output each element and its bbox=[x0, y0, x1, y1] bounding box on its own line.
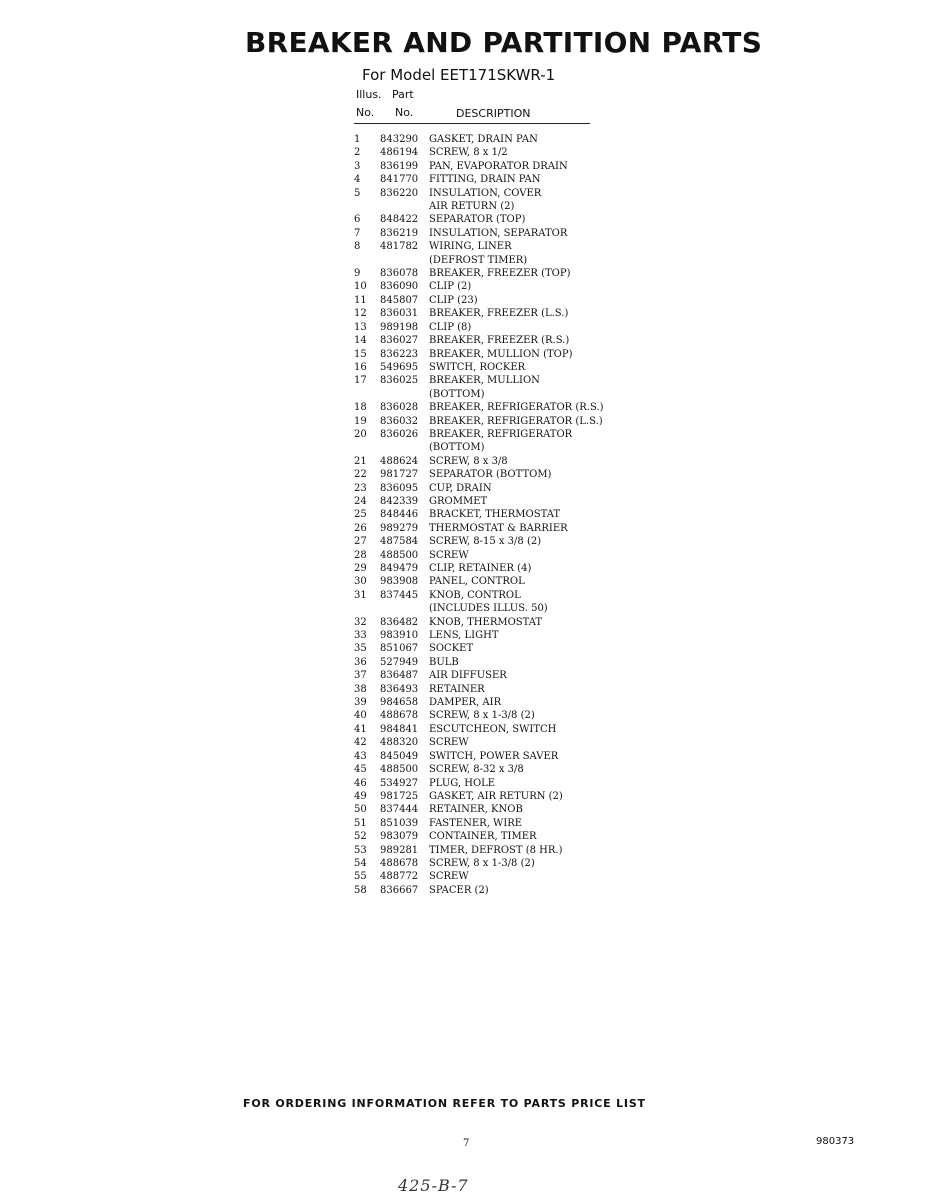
part-row bbox=[352, 482, 652, 495]
part-number: 836095 bbox=[380, 482, 419, 494]
part-row bbox=[352, 575, 652, 588]
part-row bbox=[352, 160, 652, 173]
illus-number: 6 bbox=[354, 214, 361, 226]
illus-number: 24 bbox=[354, 495, 367, 507]
part-number: 851039 bbox=[380, 817, 419, 829]
illus-number: 50 bbox=[354, 804, 367, 816]
part-row bbox=[352, 696, 652, 709]
part-description: WIRING, LINER bbox=[429, 241, 512, 253]
part-row bbox=[352, 334, 652, 347]
part-description: SCREW, 8 x 3/8 bbox=[429, 455, 508, 467]
part-row bbox=[352, 736, 652, 749]
part-row bbox=[352, 857, 652, 870]
parts-list bbox=[352, 133, 652, 897]
part-number: 836487 bbox=[380, 670, 419, 682]
part-description: BRACKET, THERMOSTAT bbox=[429, 509, 561, 521]
part-number: 842339 bbox=[380, 495, 419, 507]
illus-number: 35 bbox=[354, 643, 367, 655]
illus-number: 38 bbox=[354, 683, 367, 695]
part-number: 981727 bbox=[380, 469, 419, 481]
illus-number: 3 bbox=[354, 160, 361, 172]
part-number: 836667 bbox=[380, 884, 419, 896]
part-number: 851067 bbox=[380, 643, 419, 655]
part-number: 836220 bbox=[380, 187, 419, 199]
illus-number: 45 bbox=[354, 764, 367, 776]
part-description: CLIP (8) bbox=[429, 321, 472, 333]
part-row bbox=[352, 535, 652, 548]
part-number: 989279 bbox=[380, 522, 419, 534]
part-number: 527949 bbox=[380, 656, 419, 668]
part-row bbox=[352, 562, 652, 575]
part-description: TIMER, DEFROST (8 HR.) bbox=[429, 844, 563, 856]
part-description: PANEL, CONTROL bbox=[429, 576, 525, 588]
part-number: 836493 bbox=[380, 683, 419, 695]
illus-number: 16 bbox=[354, 361, 367, 373]
part-description: SCREW, 8 x 1-3/8 (2) bbox=[429, 710, 535, 722]
header-illus: Illus. bbox=[356, 88, 382, 101]
part-row bbox=[352, 415, 652, 428]
part-description: SCREW, 8-15 x 3/8 (2) bbox=[429, 536, 542, 548]
part-row bbox=[352, 656, 652, 669]
illus-number: 28 bbox=[354, 549, 367, 561]
illus-number: 32 bbox=[354, 616, 367, 628]
part-description: GASKET, AIR RETURN (2) bbox=[429, 790, 563, 802]
part-number: 989281 bbox=[380, 844, 419, 856]
part-row bbox=[352, 508, 652, 521]
part-row bbox=[352, 870, 652, 883]
part-description: FITTING, DRAIN PAN bbox=[429, 174, 541, 186]
header-part-no: No. bbox=[395, 106, 414, 119]
part-description: SCREW bbox=[429, 871, 469, 883]
part-number: 848422 bbox=[380, 214, 419, 226]
part-description: KNOB, CONTROL bbox=[429, 589, 521, 601]
part-description: RETAINER, KNOB bbox=[429, 804, 523, 816]
part-row bbox=[352, 280, 652, 293]
part-description: CLIP, RETAINER (4) bbox=[429, 563, 532, 574]
part-description: PAN, EVAPORATOR DRAIN bbox=[429, 160, 568, 172]
illus-number: 36 bbox=[354, 656, 367, 668]
part-row bbox=[352, 723, 652, 736]
illus-number: 8 bbox=[354, 241, 361, 253]
part-number bbox=[380, 388, 429, 401]
part-number: 845049 bbox=[380, 750, 419, 762]
part-number: 534927 bbox=[380, 777, 419, 789]
part-number: 549695 bbox=[380, 361, 419, 373]
model-subtitle: For Model EET171SKWR-1 bbox=[362, 66, 556, 84]
illus-number: 51 bbox=[354, 817, 367, 829]
part-number: 488678 bbox=[380, 710, 419, 722]
part-description: BREAKER, REFRIGERATOR bbox=[429, 428, 573, 440]
part-row bbox=[352, 616, 652, 629]
part-row bbox=[352, 683, 652, 696]
header-part: Part bbox=[392, 88, 414, 101]
part-description: SEPARATOR (BOTTOM) bbox=[429, 469, 552, 481]
illus-number: 23 bbox=[354, 482, 367, 494]
header-description: DESCRIPTION bbox=[456, 107, 531, 120]
part-description: (DEFROST TIMER) bbox=[429, 254, 528, 266]
part-description: BREAKER, MULLION bbox=[429, 375, 540, 387]
part-number: 481782 bbox=[380, 241, 419, 253]
illus-number: 5 bbox=[354, 187, 361, 199]
part-description: THERMOSTAT & BARRIER bbox=[429, 522, 568, 534]
part-number: 848446 bbox=[380, 509, 419, 521]
illus-number: 18 bbox=[354, 402, 367, 414]
ordering-footer: FOR ORDERING INFORMATION REFER TO PARTS PRICE LIST bbox=[243, 1097, 646, 1110]
part-row bbox=[352, 830, 652, 843]
part-description: SCREW, 8-32 x 3/8 bbox=[429, 764, 524, 776]
part-row bbox=[352, 468, 652, 481]
part-description: LENS, LIGHT bbox=[429, 630, 499, 642]
part-description: DAMPER, AIR bbox=[429, 697, 502, 709]
part-description: BULB bbox=[429, 656, 459, 668]
illus-number: 55 bbox=[354, 871, 367, 883]
part-number: 836026 bbox=[380, 428, 419, 440]
part-description: ESCUTCHEON, SWITCH bbox=[429, 723, 557, 735]
illus-number: 52 bbox=[354, 831, 367, 843]
part-description: SCREW bbox=[429, 549, 469, 561]
part-description: SCREW, 8 x 1/2 bbox=[429, 147, 508, 159]
part-number: 837444 bbox=[380, 804, 419, 816]
illus-number bbox=[352, 441, 380, 454]
illus-number bbox=[352, 602, 380, 615]
part-number: 843290 bbox=[380, 134, 419, 145]
illus-number: 27 bbox=[354, 536, 367, 548]
part-number: 488500 bbox=[380, 549, 419, 561]
part-number: 488624 bbox=[380, 455, 419, 467]
part-description: BREAKER, FREEZER (R.S.) bbox=[429, 335, 570, 347]
part-description: GROMMET bbox=[429, 495, 488, 507]
part-description: CLIP (2) bbox=[429, 281, 472, 293]
illus-number: 39 bbox=[354, 697, 367, 709]
illus-number: 43 bbox=[354, 750, 367, 762]
part-number: 836025 bbox=[380, 375, 419, 387]
page-title: BREAKER AND PARTITION PARTS bbox=[245, 26, 763, 59]
part-number: 836028 bbox=[380, 402, 419, 414]
part-row bbox=[352, 522, 652, 535]
part-description: INSULATION, COVER bbox=[429, 187, 542, 199]
part-row bbox=[352, 348, 652, 361]
part-number: 836223 bbox=[380, 348, 419, 360]
part-number: 836482 bbox=[380, 616, 419, 628]
illus-number bbox=[352, 200, 380, 213]
part-row bbox=[352, 401, 652, 414]
illus-number: 58 bbox=[354, 884, 367, 896]
part-row bbox=[352, 361, 652, 374]
illus-number: 9 bbox=[354, 268, 361, 280]
part-description: (BOTTOM) bbox=[429, 442, 485, 454]
part-row bbox=[352, 133, 652, 146]
part-description: GASKET, DRAIN PAN bbox=[429, 134, 538, 145]
handwritten-note: 425-B-7 bbox=[398, 1176, 469, 1195]
illus-number: 25 bbox=[354, 509, 367, 521]
part-row bbox=[352, 240, 652, 253]
illus-number bbox=[352, 388, 380, 401]
part-row bbox=[352, 549, 652, 562]
illus-number: 37 bbox=[354, 670, 367, 682]
illus-number: 53 bbox=[354, 844, 367, 856]
illus-number: 15 bbox=[354, 348, 367, 360]
illus-number: 10 bbox=[354, 281, 367, 293]
illus-number: 4 bbox=[354, 174, 361, 186]
illus-number: 33 bbox=[354, 630, 367, 642]
part-number: 836031 bbox=[380, 308, 419, 320]
part-number: 981725 bbox=[380, 790, 419, 802]
part-description: SPACER (2) bbox=[429, 884, 489, 896]
part-number bbox=[380, 254, 429, 267]
part-row bbox=[352, 803, 652, 816]
header-rule bbox=[354, 123, 590, 124]
part-row bbox=[352, 227, 652, 240]
part-number bbox=[380, 200, 429, 213]
part-row bbox=[352, 884, 652, 897]
part-row bbox=[352, 146, 652, 159]
part-number: 836090 bbox=[380, 281, 419, 293]
part-row bbox=[352, 187, 652, 200]
header-illus-no: No. bbox=[356, 106, 375, 119]
illus-number: 19 bbox=[354, 415, 367, 427]
part-row bbox=[352, 200, 652, 213]
part-number: 836032 bbox=[380, 415, 419, 427]
part-description: SCREW, 8 x 1-3/8 (2) bbox=[429, 857, 535, 869]
part-number: 488772 bbox=[380, 871, 419, 883]
part-number: 836199 bbox=[380, 160, 419, 172]
illus-number bbox=[352, 254, 380, 267]
part-description: SOCKET bbox=[429, 643, 474, 655]
part-description: CLIP (23) bbox=[429, 294, 478, 306]
part-description: CUP, DRAIN bbox=[429, 482, 492, 494]
part-description: BREAKER, FREEZER (TOP) bbox=[429, 268, 571, 280]
part-description: AIR DIFFUSER bbox=[429, 670, 507, 682]
illus-number: 2 bbox=[354, 147, 361, 159]
illus-number: 12 bbox=[354, 308, 367, 320]
part-row bbox=[352, 629, 652, 642]
part-row bbox=[352, 642, 652, 655]
part-number: 836078 bbox=[380, 268, 419, 280]
part-description: (INCLUDES ILLUS. 50) bbox=[429, 603, 548, 615]
part-description: BREAKER, FREEZER (L.S.) bbox=[429, 308, 569, 320]
illus-number: 54 bbox=[354, 857, 367, 869]
part-row bbox=[352, 777, 652, 790]
part-number: 836027 bbox=[380, 335, 419, 347]
part-number bbox=[380, 441, 429, 454]
part-number: 488678 bbox=[380, 857, 419, 869]
part-description: FASTENER, WIRE bbox=[429, 817, 523, 829]
part-number: 849479 bbox=[380, 563, 419, 574]
part-row bbox=[352, 750, 652, 763]
part-row bbox=[352, 307, 652, 320]
part-description: SWITCH, POWER SAVER bbox=[429, 750, 559, 762]
part-row bbox=[352, 669, 652, 682]
illus-number: 13 bbox=[354, 321, 367, 333]
part-description: KNOB, THERMOSTAT bbox=[429, 616, 543, 628]
part-description: RETAINER bbox=[429, 683, 485, 695]
part-number: 983908 bbox=[380, 576, 419, 588]
illus-number: 11 bbox=[354, 294, 367, 306]
illus-number: 29 bbox=[354, 563, 367, 574]
part-row bbox=[352, 374, 652, 387]
part-number: 488320 bbox=[380, 737, 419, 749]
illus-number: 40 bbox=[354, 710, 367, 722]
illus-number: 21 bbox=[354, 455, 367, 467]
illus-number: 30 bbox=[354, 576, 367, 588]
part-row bbox=[352, 441, 652, 454]
part-row bbox=[352, 790, 652, 803]
part-row bbox=[352, 455, 652, 468]
part-number: 983079 bbox=[380, 831, 419, 843]
illus-number: 17 bbox=[354, 375, 367, 387]
part-row bbox=[352, 173, 652, 186]
part-description: BREAKER, REFRIGERATOR (L.S.) bbox=[429, 415, 603, 427]
part-row bbox=[352, 817, 652, 830]
part-row bbox=[352, 254, 652, 267]
part-description: BREAKER, REFRIGERATOR (R.S.) bbox=[429, 402, 604, 414]
part-description: AIR RETURN (2) bbox=[429, 201, 515, 213]
part-row bbox=[352, 267, 652, 280]
illus-number: 42 bbox=[354, 737, 367, 749]
illus-number: 20 bbox=[354, 428, 367, 440]
illus-number: 41 bbox=[354, 723, 367, 735]
part-description: CONTAINER, TIMER bbox=[429, 831, 537, 843]
part-row bbox=[352, 844, 652, 857]
part-number: 983910 bbox=[380, 630, 419, 642]
part-number: 984658 bbox=[380, 697, 419, 709]
part-number: 837445 bbox=[380, 589, 419, 601]
part-row bbox=[352, 321, 652, 334]
page-number: 7 bbox=[463, 1138, 470, 1149]
illus-number: 26 bbox=[354, 522, 367, 534]
part-number: 841770 bbox=[380, 174, 419, 186]
part-row bbox=[352, 213, 652, 226]
part-description: (BOTTOM) bbox=[429, 388, 485, 400]
part-row bbox=[352, 602, 652, 615]
illus-number: 31 bbox=[354, 589, 367, 601]
part-description: BREAKER, MULLION (TOP) bbox=[429, 348, 573, 360]
part-row bbox=[352, 589, 652, 602]
part-row bbox=[352, 388, 652, 401]
part-row bbox=[352, 428, 652, 441]
part-number: 486194 bbox=[380, 147, 419, 159]
part-row bbox=[352, 495, 652, 508]
illus-number: 14 bbox=[354, 335, 367, 347]
part-number: 488500 bbox=[380, 764, 419, 776]
part-description: SCREW bbox=[429, 737, 469, 749]
part-row bbox=[352, 709, 652, 722]
illus-number: 7 bbox=[354, 227, 361, 239]
part-description: PLUG, HOLE bbox=[429, 777, 496, 789]
part-number bbox=[380, 602, 429, 615]
part-number: 487584 bbox=[380, 536, 419, 548]
illus-number: 22 bbox=[354, 469, 367, 481]
illus-number: 46 bbox=[354, 777, 367, 789]
part-number: 984841 bbox=[380, 723, 419, 735]
part-row bbox=[352, 763, 652, 776]
illus-number: 49 bbox=[354, 790, 367, 802]
part-description: INSULATION, SEPARATOR bbox=[429, 227, 568, 239]
part-number: 845807 bbox=[380, 294, 419, 306]
part-description: SWITCH, ROCKER bbox=[429, 361, 526, 373]
document-code: 980373 bbox=[816, 1136, 855, 1147]
illus-number: 1 bbox=[354, 134, 361, 145]
part-number: 836219 bbox=[380, 227, 419, 239]
part-description: SEPARATOR (TOP) bbox=[429, 214, 526, 226]
part-number: 989198 bbox=[380, 321, 419, 333]
part-row bbox=[352, 294, 652, 307]
